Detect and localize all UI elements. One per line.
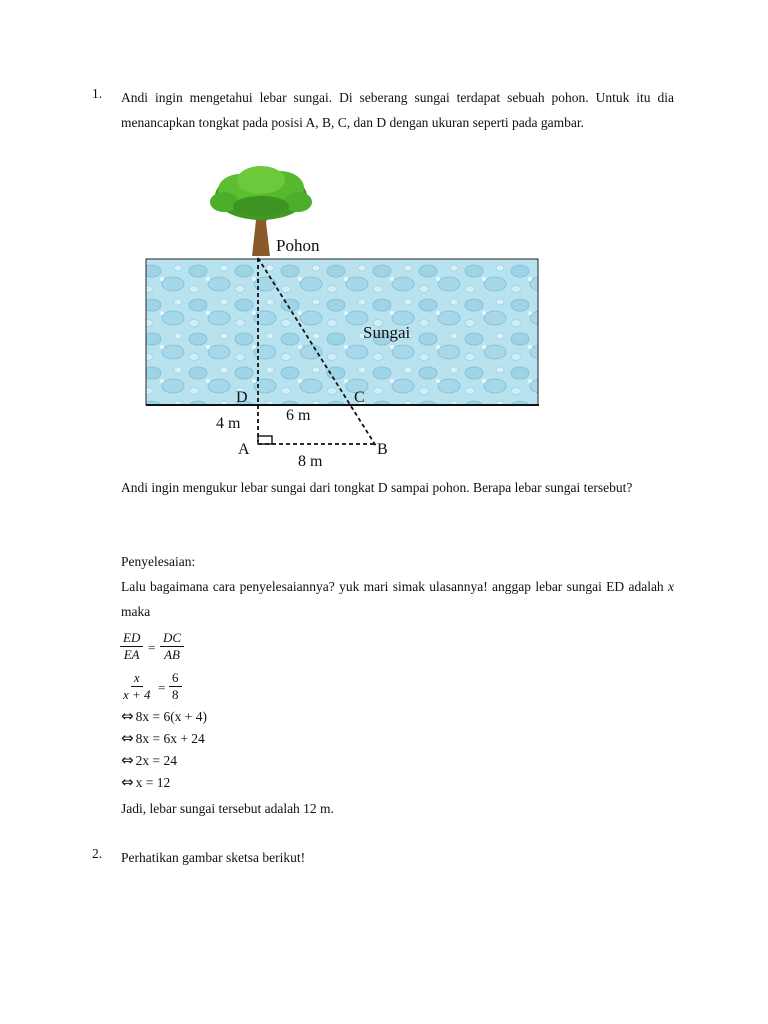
label-sungai: Sungai bbox=[363, 323, 411, 342]
problem-1-question: Andi ingin mengukur lebar sungai dari tongkat D sampai pohon. Berapa lebar sungai tersebut? bbox=[121, 480, 633, 495]
fraction-ed-ea bbox=[120, 630, 143, 663]
equivalence-icon: ⇔ bbox=[121, 729, 134, 747]
label-8m: 8 m bbox=[298, 453, 323, 470]
fraction-x-x4 bbox=[120, 670, 154, 703]
solution-step bbox=[121, 751, 177, 769]
problem-1-intro: Andi ingin mengetahui lebar sungai. Di seberang sungai terdapat sebuah pohon. Untuk itu dia menancapkan tongkat pada posisi A, B, C, dan D dengan ukuran seperti pada gambar. bbox=[121, 90, 674, 130]
label-6m: 6 m bbox=[286, 407, 311, 424]
equals-sign: = bbox=[148, 640, 156, 655]
step-text: 2x = 24 bbox=[135, 753, 177, 768]
solution-intro bbox=[121, 575, 674, 624]
solution-intro-var: x bbox=[668, 579, 674, 594]
fraction-numerator: 6 bbox=[169, 670, 182, 687]
equivalence-icon: ⇔ bbox=[121, 751, 134, 769]
equivalence-icon: ⇔ bbox=[121, 773, 134, 791]
river-figure bbox=[140, 160, 550, 475]
label-d: D bbox=[236, 389, 248, 406]
step-text: 8x = 6x + 24 bbox=[135, 731, 205, 746]
solution-step bbox=[121, 707, 207, 725]
step-text: x = 12 bbox=[135, 775, 171, 790]
label-b: B bbox=[377, 441, 388, 458]
problem-2-text: Perhatikan gambar sketsa berikut! bbox=[121, 850, 306, 865]
fraction-denominator: AB bbox=[164, 647, 180, 662]
fraction-6-8 bbox=[169, 670, 182, 703]
fraction-numerator: x bbox=[131, 670, 143, 687]
solution-intro-a: Lalu bagaimana cara penyelesaiannya? yuk mari simak ulasannya! anggap lebar sungai ED adalah bbox=[121, 579, 668, 594]
solution-heading: Penyelesaian: bbox=[121, 554, 196, 569]
label-a: A bbox=[238, 441, 250, 458]
fraction-numerator: DC bbox=[160, 630, 184, 647]
solution-conclusion: Jadi, lebar sungai tersebut adalah 12 m. bbox=[121, 801, 334, 816]
solution-intro-b: maka bbox=[121, 603, 151, 619]
solution-step bbox=[121, 773, 170, 791]
label-c: C bbox=[354, 389, 365, 406]
fraction-denominator: x + 4 bbox=[123, 687, 151, 702]
label-pohon: Pohon bbox=[276, 236, 320, 255]
problem-2-number: 2. bbox=[92, 846, 103, 861]
step-text: 8x = 6(x + 4) bbox=[135, 709, 208, 724]
right-angle-marker bbox=[258, 436, 272, 444]
label-4m: 4 m bbox=[216, 415, 241, 432]
equals-sign: = bbox=[158, 680, 166, 695]
fraction-dc-ab bbox=[160, 630, 184, 663]
fraction-numerator: ED bbox=[120, 630, 143, 647]
fraction-denominator: 8 bbox=[172, 687, 179, 702]
problem-1-number: 1. bbox=[92, 86, 103, 101]
equivalence-icon: ⇔ bbox=[121, 707, 134, 725]
fraction-denominator: EA bbox=[123, 647, 140, 662]
river-area bbox=[146, 259, 538, 405]
solution-step bbox=[121, 729, 205, 747]
